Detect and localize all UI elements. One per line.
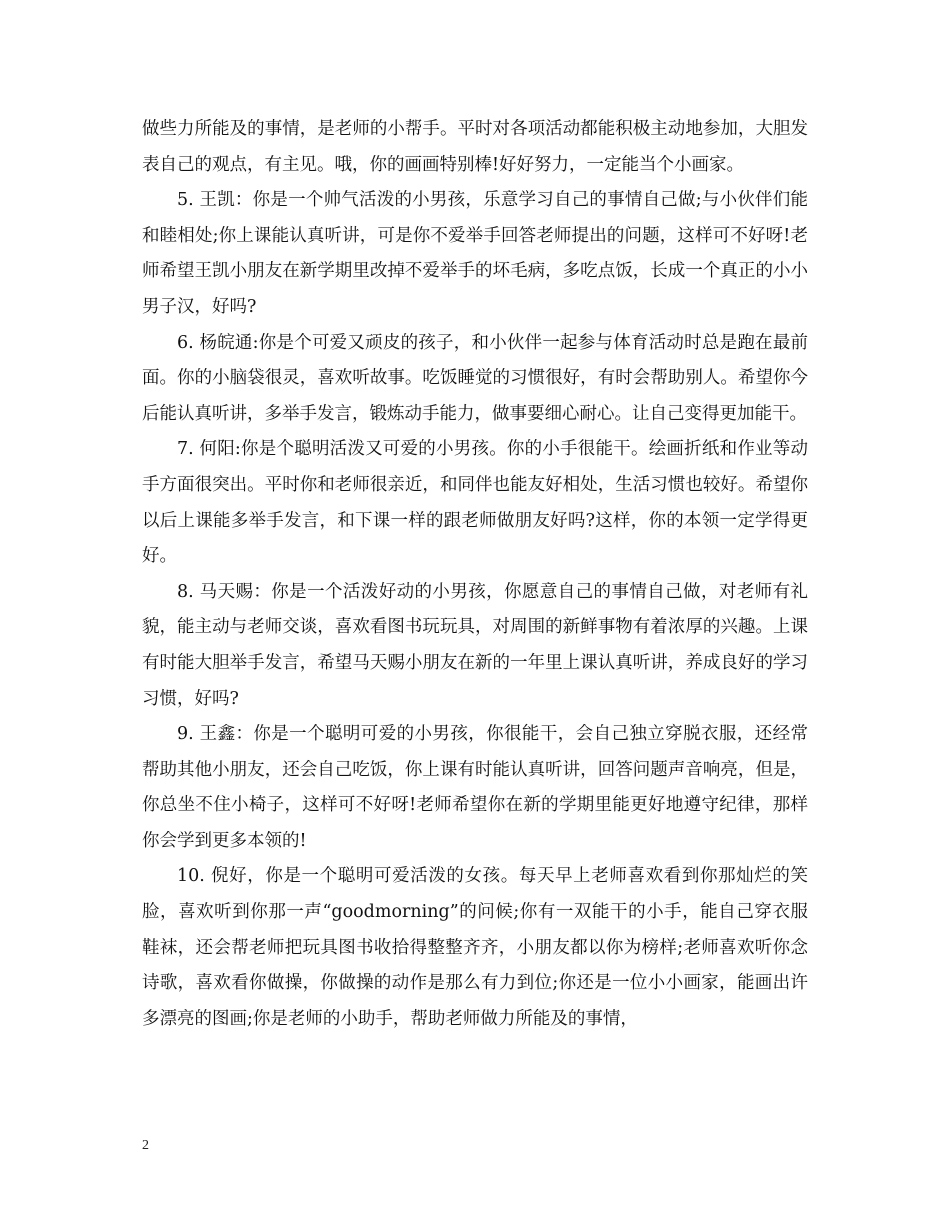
paragraph-item-10: 10. 倪好，你是一个聪明可爱活泼的女孩。每天早上老师喜欢看到你那灿烂的笑脸，喜欢听到你那一声“goodmorning”的问候;你有一双能干的小手，能自己穿衣服鞋袜，还会帮老师把玩具图书收拾得整整齐齐，小朋友都以你为榜样;老师喜欢听你念诗歌，喜欢看你做操，你做操的动作是那么有力到位;你还是一位小小画家，能画出许多漂亮的图画;你是老师的小助手，帮助老师做力所能及的事情， — [142, 866, 808, 1029]
paragraph-item-6: 6. 杨皖通:你是个可爱又顽皮的孩子，和小伙伴一起参与体育活动时总是跑在最前面。你的小脑袋很灵，喜欢听故事。吃饭睡觉的习惯很好，有时会帮助别人。希望你今后能认真听讲，多举手发言，锻炼动手能力，做事要细心耐心。让自己变得更加能干。 — [142, 332, 808, 424]
paragraph-item-8: 8. 马天赐：你是一个活泼好动的小男孩，你愿意自己的事情自己做，对老师有礼貌，能主动与老师交谈，喜欢看图书玩玩具，对周围的新鲜事物有着浓厚的兴趣。上课有时能大胆举手发言，希望马天赐小朋友在新的一年里上课认真听讲，养成良好的学习习惯，好吗? — [142, 581, 808, 709]
paragraph-item-5: 5. 王凯：你是一个帅气活泼的小男孩，乐意学习自己的事情自己做;与小伙伴们能和睦相处;你上课能认真听讲，可是你不爱举手回答老师提出的问题，这样可不好呀!老师希望王凯小朋友在新学期里改掉不爱举手的坏毛病，多吃点饭，长成一个真正的小小男子汉，好吗? — [142, 190, 808, 317]
paragraph-item-9: 9. 王鑫：你是一个聪明可爱的小男孩，你很能干，会自己独立穿脱衣服，还经常帮助其他小朋友，还会自己吃饭，你上课有时能认真听讲，回答问题声音响亮，但是，你总坐不住小椅子，这样可不好呀!老师希望你在新的学期里能更好地遵守纪律，那样你会学到更多本领的! — [142, 724, 808, 851]
paragraph-continuation: 做些力所能及的事情，是老师的小帮手。平时对各项活动都能积极主动地参加，大胆发表自己的观点，有主见。哦，你的画画特别棒!好好努力，一定能当个小画家。 — [142, 119, 808, 175]
page-number: 2 — [142, 1138, 149, 1153]
document-body — [142, 112, 808, 1037]
paragraph-item-7: 7. 何阳:你是个聪明活泼又可爱的小男孩。你的小手很能干。绘画折纸和作业等动手方面很突出。平时你和老师很亲近，和同伴也能友好相处，生活习惯也较好。希望你以后上课能多举手发言，和下课一样的跟老师做朋友好吗?这样，你的本领一定学得更好。 — [142, 439, 808, 567]
